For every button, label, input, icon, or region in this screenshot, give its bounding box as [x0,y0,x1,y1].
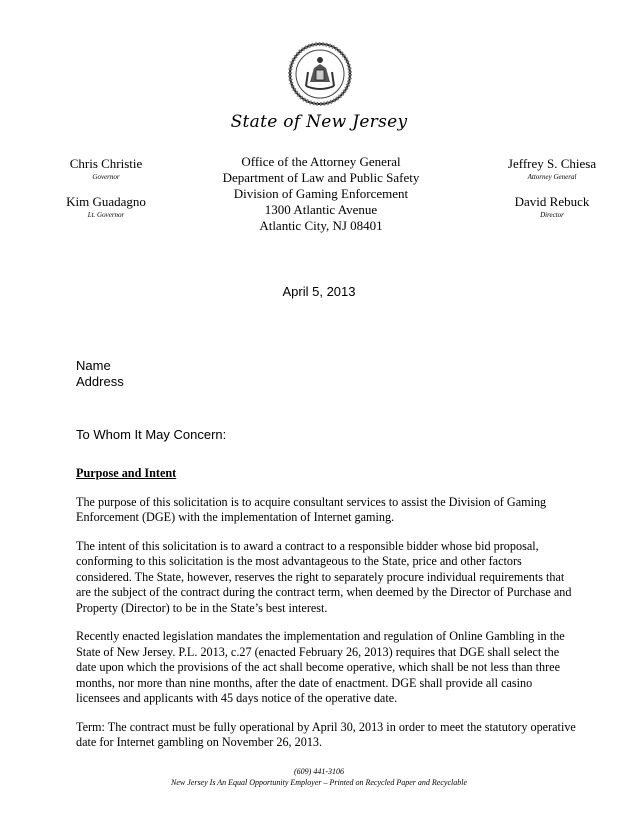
letterhead-right [496,156,608,220]
footer-notice: New Jersey Is An Equal Opportunity Employer – Printed on Recycled Paper and Recyclable [171,778,467,787]
state-title: State of New Jersey [230,112,408,132]
office-name: Office of the Attorney General [241,154,401,169]
lt-governor-name: Kim Guadagno [66,194,146,209]
attorney-general-name: Jeffrey S. Chiesa [507,156,597,171]
paragraph-legislation: Recently enacted legislation mandates the implementation and regulation of Online Gambling in the State of New Jersey. P.L. 2013, c.27 (enacted February 26, 2013) requires that DGE shall select the date upon which the provisions of the act shall become operative, which shall be not less than three months, nor more than nine months, after the date of enactment. DGE shall provide all casino licensees and applicants with 45 days notice of the operative date. [76,629,565,705]
street-address: 1300 Atlantic Avenue [264,202,378,217]
letterhead-left [58,156,154,220]
recipient-address: Address [76,374,124,389]
recipient-block [76,358,124,390]
letter-body [76,466,576,764]
governor-title: Governor [92,173,120,181]
attorney-general-title: Attorney General [527,173,577,181]
paragraph-intent: The intent of this solicitation is to award a contract to a responsible bidder whose bid proposal, conforming to this solicitation is the most advantageous to the State, price and other factors considered. The State, however, reserves the right to separately procure individual requirements that are the subject of the contract during the contract term, when deemed by the Director of Purchase and Property (Director) to be in the State’s best interest. [76,538,572,615]
department-name: Department of Law and Public Safety [222,170,420,185]
state-seal-icon [288,42,352,106]
salutation: To Whom It May Concern: [76,427,227,442]
director-title: Director [540,211,564,219]
division-name: Division of Gaming Enforcement [233,186,409,201]
footer-phone: (609) 441-3106 [294,767,344,776]
footer [0,766,638,788]
letterhead-center [215,154,427,234]
paragraph-term: Term: The contract must be fully operational by April 30, 2013 in order to meet the statutory operative date for Internet gambling on November 26, 2013. [76,719,576,749]
paragraph-purpose: The purpose of this solicitation is to acquire consultant services to assist the Division of Gaming Enforcement (DGE) with the implementation of Internet gaming. [76,494,547,524]
governor-name: Chris Christie [69,156,143,171]
letter-date: April 5, 2013 [282,284,356,299]
city-address: Atlantic City, NJ 08401 [259,218,383,233]
director-name: David Rebuck [514,194,590,209]
lt-governor-title: Lt. Governor [87,211,125,219]
recipient-name: Name [76,358,111,373]
section-heading: Purpose and Intent [76,466,177,480]
